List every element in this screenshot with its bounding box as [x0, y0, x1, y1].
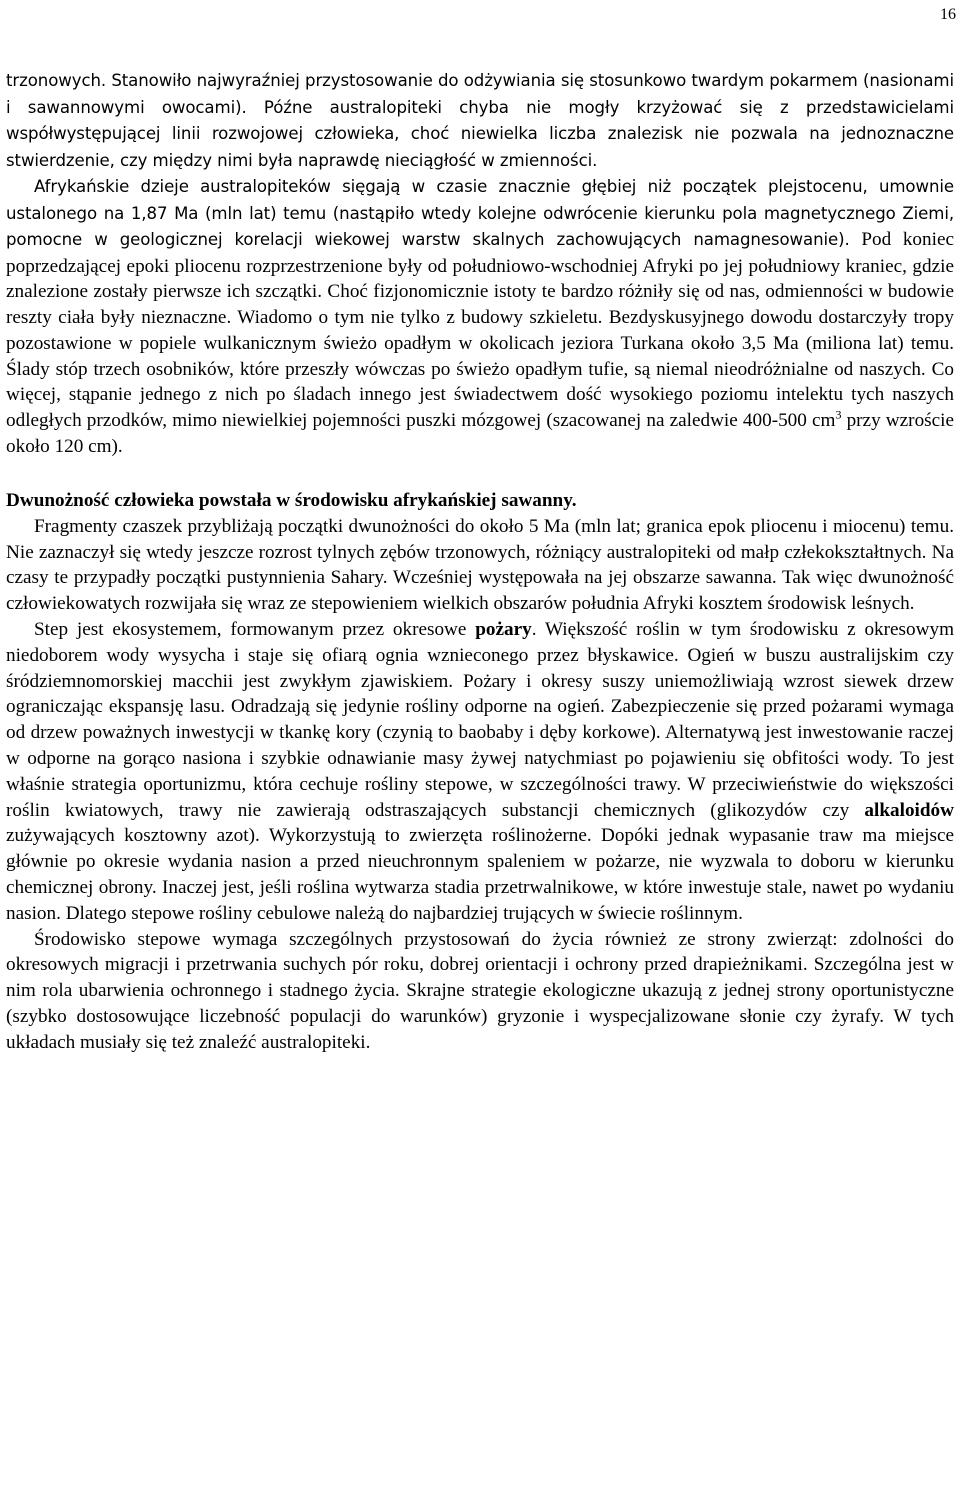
page-body [6, 68, 954, 1056]
superscript: 3 [835, 407, 842, 422]
paragraph-text: Step jest ekosystemem, formowanym przez okresowe [34, 619, 476, 641]
paragraph-sans-segment: Afrykańskie dzieje australopiteków sięgają w czasie znacznie głębiej niż początek plejstocenu, umownie ustalonego na 1,87 Ma (mln lat) temu (nastąpiło wtedy kolejne odwrócenie kierunku pola magnetycznego Ziemi, pomocne w geologicznej korelacji wiekowej warstw skalnych zachowujących namagnesowanie). [6, 177, 954, 249]
bold-term: alkaloidów [864, 799, 954, 821]
paragraph-steppe-ecosystem [6, 617, 954, 927]
section-heading: Dwunożność człowieka powstała w środowisku afrykańskiej sawanny. [6, 489, 577, 511]
paragraph-bipedalism: Fragmenty czaszek przybliżają początki dwunożności do około 5 Ma (mln lat; granica epok pliocenu i miocenu) temu. Nie zaznaczył się wtedy jeszcze rozrost tylnych zębów trzonowych, różniący australopiteki od małp człekokształtnych. Na czasy te przypadły początki pustynnienia Sahary. Wcześniej występowała na jej obszarze sawanna. Tak więc dwunożność człowiekowatych rozwijała się wraz ze stepowieniem wielkich obszarów południa Afryki kosztem środowisk leśnych. [6, 515, 954, 615]
paragraph-continuation: trzonowych. Stanowiło najwyraźniej przystosowanie do odżywiania się stosunkowo twardym pokarmem (nasionami i sawannowymi owocami). Późne australopiteki chyba nie mogły krzyżować się z przedstawicielami współwystępującej linii rozwojowej człowieka, choć niewielka liczba znalezisk nie pozwala na jednoznaczne stwierdzenie, czy między nimi była naprawdę nieciągłość w zmienności. [6, 71, 954, 170]
bold-term: pożary [475, 619, 532, 641]
paragraph-text: . Większość roślin w tym środowisku z okresowym niedoborem wody wysycha i staje się ofiarą ognia wznieconego przez błyskawice. Ogień w buszu australijskim czy śródziemnomorskiej macchii jest zwykłym zjawiskiem. Pożary i okresy suszy uniemożliwiają wzrost siewek drzew ograniczając ekspansję lasu. Odradzają się jedynie rośliny odporne na ogień. Zabezpieczenie się przed pożarami wymaga od drzew poważnych inwestycji w tkankę kory (czynią to baobaby i dęby korkowe). Alternatywą jest inwestowanie raczej w odporne na gorąco nasiona i szybkie odnawianie masy żywej natychmiast po pojawieniu się obfitości wody. To jest właśnie strategia oportunizmu, która cechuje rośliny stepowe, w szczególności trawy. W przeciwieństwie do większości roślin kwiatowych, trawy nie zawierają odstraszających substancji chemicznych (glikozydów czy [6, 619, 954, 821]
paragraph-australopithecus-history [6, 174, 954, 460]
paragraph-text: Pod koniec poprzedzającej epoki pliocenu rozprzestrzenione były od południowo-wschodniej Afryki po jej południowy kraniec, gdzie znalezione zostały pierwsze ich szczątki. Choć fizjonomicznie istoty te bardzo różniły się od nas, odmienności w budowie reszty ciała były nieznaczne. Wiadomo o tym nie tylko z budowy szkieletu. Bezdyskusyjnego dowodu dostarczyły tropy pozostawione w popiele wulkanicznym świeżo opadłym w okolicach jeziora Turkana około 3,5 Ma (miliona lat) temu. Ślady stóp trzech osobników, które przeszły wówczas po świeżo opadłym tufie, są niemal nieodróżnialne od naszych. Co więcej, stąpanie jednego z nich po śladach innego jest świadectwem dość wysokiego poziomu intelektu tych naszych odległych przodków, mimo niewielkiej pojemności puszki mózgowej (szacowanej na zaledwie 400-500 cm [6, 229, 954, 432]
page-number: 16 [940, 6, 956, 23]
paragraph-text: zużywających kosztowny azot). Wykorzystują to zwierzęta roślinożerne. Dopóki jednak wypasanie traw ma miejsce głównie po okresie wydania nasion a przed nieuchronnym spaleniem w pożarze, nie wyzwala to doboru w kierunku chemicznej obrony. Inaczej jest, jeśli roślina wytwarza stadia przetrwalnikowe, w które inwestuje stale, nawet po wydaniu nasion. Dlatego stepowe rośliny cebulowe należą do najbardziej trujących w świecie roślinnym. [6, 825, 954, 924]
paragraph-steppe-animals: Środowisko stepowe wymaga szczególnych przystosowań do życia również ze strony zwierząt: zdolności do okresowych migracji i przetrwania suchych pór roku, dobrej orientacji i ochrony przed drapieżnikami. Szczególna jest w nim rola ubarwienia ochronnego i stadnego życia. Skrajne strategie ekologiczne ukazują z jednej strony oportunistyczne (szybko dostosowujące liczebność populacji do warunków) gryzonie i wyspecjalizowane słonie czy żyrafy. W tych układach musiały się też znaleźć australopiteki. [6, 928, 954, 1053]
paragraph-text: przy wzroście około 120 cm). [6, 410, 954, 458]
